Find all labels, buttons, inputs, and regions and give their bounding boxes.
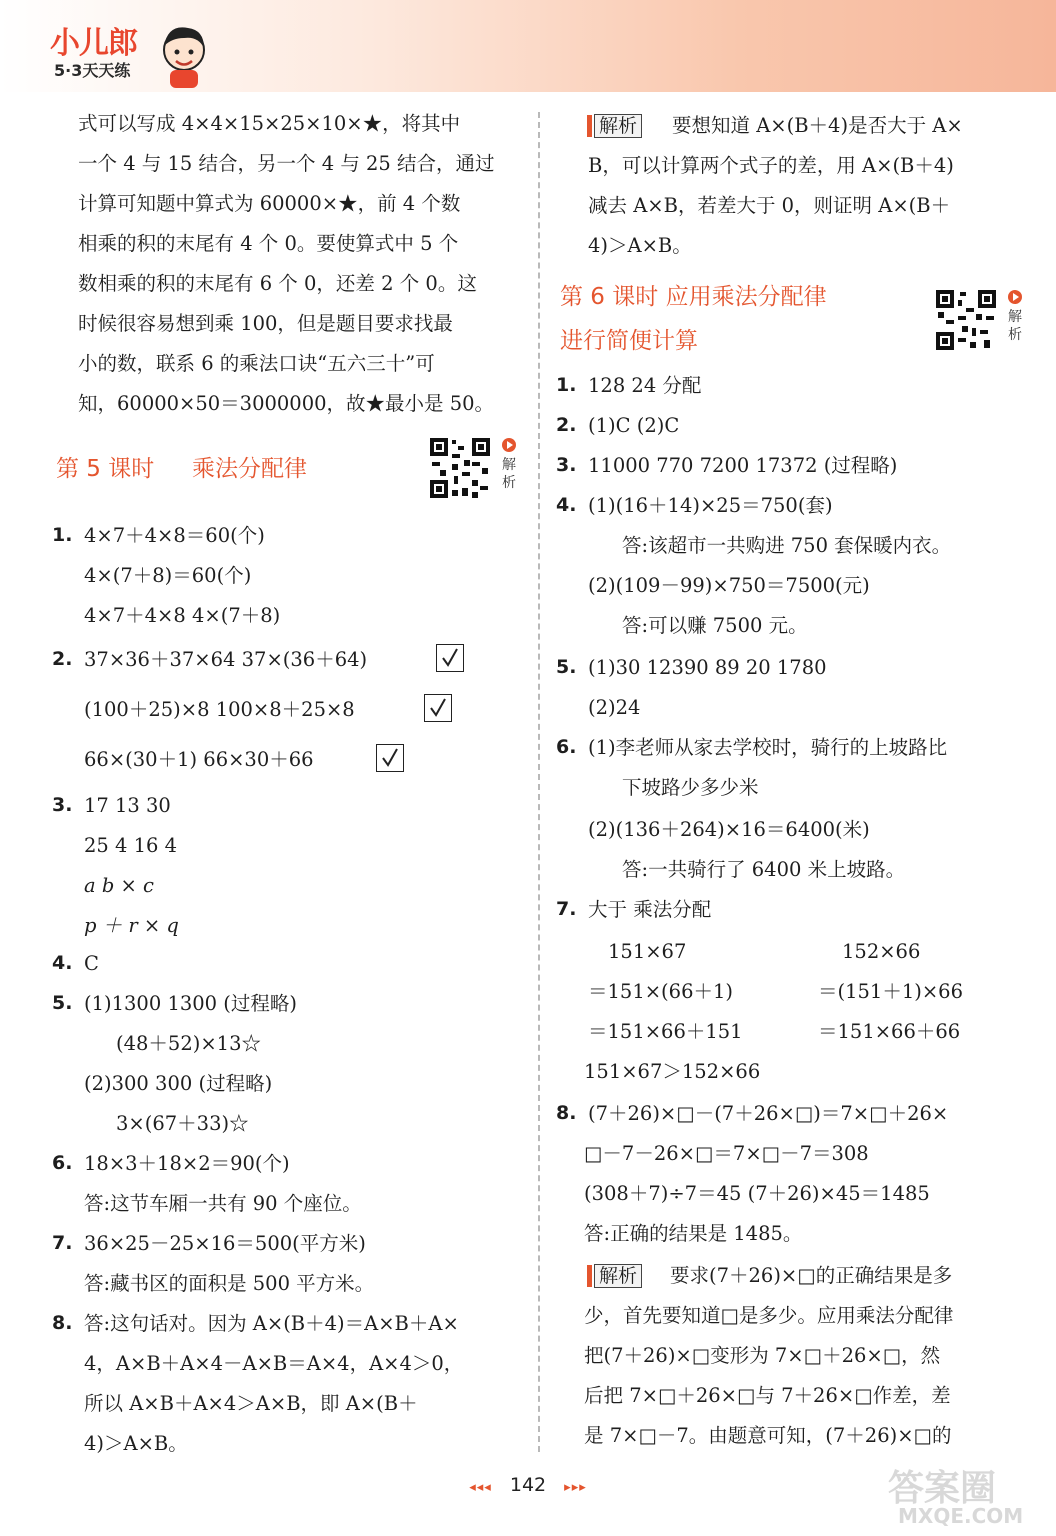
item-number: 7. [52,1232,73,1254]
answer-line: 答:一共骑行了 6400 米上坡路。 [622,858,906,881]
answer-line: 151×67 [608,940,687,963]
answer-line: 大于 乘法分配 [588,898,712,921]
checkbox-checked [376,744,404,772]
answer-line: ＝151×(66＋1) [588,980,733,1003]
answer-line: 11000 770 7200 17372 (过程略) [588,454,898,477]
answer-line: 25 4 16 4 [84,834,178,857]
answer-line: 37×36＋37×64 37×(36＋64) [84,648,368,671]
answer-line: 答:这节车厢一共有 90 个座位。 [84,1192,362,1215]
qr-label: 解析 [502,457,516,491]
section-label-lesson5: 第 5 课时 [56,456,155,482]
answer-line: p ＋ r × q [84,914,179,937]
answer-line: 所以 A×B＋A×4＞A×B，即 A×(B＋ [84,1392,418,1415]
qr-code-icon[interactable] [934,288,998,352]
answer-line: (2)300 300 (过程略) [84,1072,273,1095]
answer-line: C [84,952,99,975]
section-title-lesson5: 乘法分配律 [192,456,307,482]
boy-mascot-icon [158,20,210,90]
answer-line: (48＋52)×13☆ [116,1032,261,1055]
intro-line: 数相乘的积的末尾有 6 个 0，还差 2 个 0。这 [78,272,477,295]
brand-subtitle: 5·3天天练 [54,61,131,80]
answer-line: a b × c [84,874,154,897]
analysis-line: 是 7×□－7。由题意可知，(7＋26)×□的 [584,1424,952,1447]
answer-line: 答:这句话对。因为 A×(B＋4)＝A×B＋A× [84,1312,459,1335]
section-subtitle-lesson6: 进行简便计算 [560,328,698,354]
brand-logo [50,18,210,88]
answer-line: (1)1300 1300 (过程略) [84,992,297,1015]
next-arrows-icon[interactable]: ▸▸▸ [564,1480,587,1495]
answer-line: ＝151×66＋66 [818,1020,961,1043]
section-title-lesson6: 第 6 课时 应用乘法分配律 [560,284,827,310]
answer-line: (1)李老师从家去学校时，骑行的上坡路比 [588,736,948,759]
answer-line: 4×7＋4×8＝60(个) [84,524,265,547]
analysis-line: B，可以计算两个式子的差，用 A×(B＋4) [588,154,954,177]
item-number: 2. [52,648,73,670]
watermark [868,1460,1038,1530]
analysis-tag: 解析 [594,114,642,138]
answer-line: 152×66 [842,940,921,963]
answer-line: 4)＞A×B。 [84,1432,188,1455]
qr-code-icon[interactable] [428,436,492,500]
item-number: 6. [556,736,577,758]
answer-line: 答:藏书区的面积是 500 平方米。 [84,1272,375,1295]
answer-line: 下坡路少多少米 [622,776,759,799]
intro-line: 知，60000×50＝3000000，故★最小是 50。 [78,392,495,415]
answer-line: 答:可以赚 7500 元。 [622,614,808,637]
analysis-line: 要求(7＋26)×□的正确结果是多 [670,1264,953,1287]
analysis-line: 后把 7×□＋26×□与 7＋26×□作差，差 [584,1384,951,1407]
qr-label: 解析 [1008,309,1022,343]
intro-line: 时候很容易想到乘 100，但是题目要求找最 [78,312,453,335]
answer-line: (7＋26)×□－(7＋26×□)＝7×□＋26× [588,1102,949,1125]
answer-line: 4×(7＋8)＝60(个) [84,564,252,587]
answer-line: 3×(67＋33)☆ [116,1112,249,1135]
answer-line: (1)(16＋14)×25＝750(套) [588,494,833,517]
item-number: 8. [556,1102,577,1124]
analysis-line: 把(7＋26)×□变形为 7×□＋26×□，然 [584,1344,941,1367]
item-number: 5. [556,656,577,678]
checkmark-icon [437,645,463,671]
watermark-text: 答案圈 [888,1468,997,1509]
answer-line: 17 13 30 [84,794,171,817]
item-number: 1. [52,524,73,546]
answer-line: 答:正确的结果是 1485。 [584,1222,803,1245]
checkmark-icon [377,745,403,771]
item-number: 5. [52,992,73,1014]
item-number: 3. [556,454,577,476]
item-number: 7. [556,898,577,920]
play-icon[interactable] [502,438,516,452]
analysis-tag: 解析 [594,1264,642,1288]
answer-line: 答:该超市一共购进 750 套保暖内衣。 [622,534,952,557]
analysis-line: 4)＞A×B。 [588,234,692,257]
answer-line: 4，A×B＋A×4－A×B＝A×4，A×4＞0， [84,1352,464,1375]
item-number: 3. [52,794,73,816]
item-number: 1. [556,374,577,396]
analysis-line: 少，首先要知道□是多少。应用乘法分配律 [584,1304,954,1327]
answer-line: ＝151×66＋151 [588,1020,743,1043]
answer-line: □－7－26×□＝7×□－7＝308 [584,1142,869,1165]
intro-line: 相乘的积的末尾有 4 个 0。要使算式中 5 个 [78,232,459,255]
answer-line: 18×3＋18×2＝90(个) [84,1152,290,1175]
item-number: 4. [52,952,73,974]
play-icon[interactable] [1008,290,1022,304]
checkmark-icon [425,695,451,721]
checkbox-checked [424,694,452,722]
answer-line: 36×25－25×16＝500(平方米) [84,1232,366,1255]
answer-line: (2)(136＋264)×16＝6400(米) [588,818,870,841]
answer-line: (1)30 12390 89 20 1780 [588,656,827,679]
answer-line: 66×(30＋1) 66×30＋66 [84,748,314,771]
brand-name: 小儿郎 [50,26,137,61]
answer-line: ＝(151＋1)×66 [818,980,963,1003]
checkbox-checked [436,644,464,672]
answer-line: (100＋25)×8 100×8＋25×8 [84,698,355,721]
item-number: 8. [52,1312,73,1334]
watermark-url: MXQE.COM [898,1504,1024,1528]
column-divider [538,112,540,1452]
page-number: 142 [509,1474,547,1496]
answer-line: 128 24 分配 [588,374,702,397]
intro-line: 小的数，联系 6 的乘法口诀“五六三十”可 [78,352,435,375]
answer-line: (2)(109－99)×750＝7500(元) [588,574,870,597]
item-number: 6. [52,1152,73,1174]
analysis-line: 减去 A×B，若差大于 0，则证明 A×(B＋ [588,194,951,217]
item-number: 2. [556,414,577,436]
prev-arrows-icon[interactable]: ◂◂◂ [469,1480,492,1495]
intro-line: 式可以写成 4×4×15×25×10×★，将其中 [78,112,461,135]
answer-line: (1)C (2)C [588,414,680,437]
answer-line: 151×67＞152×66 [584,1060,761,1083]
intro-line: 计算可知题中算式为 60000×★，前 4 个数 [78,192,461,215]
answer-line: (308＋7)÷7＝45 (7＋26)×45＝1485 [584,1182,930,1205]
answer-line: (2)24 [588,696,641,719]
answer-line: 4×7＋4×8 4×(7＋8) [84,604,281,627]
intro-line: 一个 4 与 15 结合，另一个 4 与 25 结合，通过 [78,152,495,175]
item-number: 4. [556,494,577,516]
analysis-line: 要想知道 A×(B＋4)是否大于 A× [672,114,963,137]
